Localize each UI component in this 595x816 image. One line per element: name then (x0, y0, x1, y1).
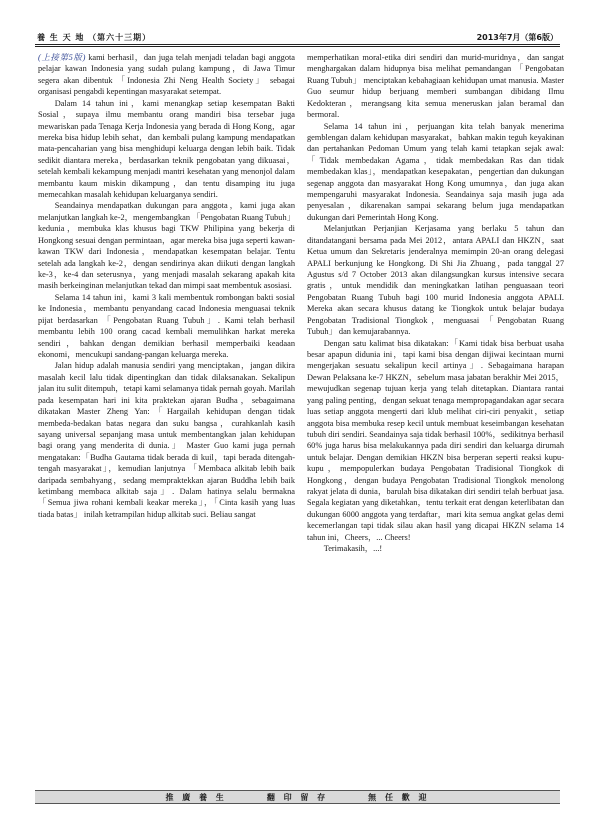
header-divider-thin (35, 46, 560, 47)
left-column (38, 52, 295, 772)
footer-item-welcome: 無 任 歡 迎 (368, 792, 430, 802)
footer-banner (35, 790, 560, 804)
issue-date: 2013年7月（第6版） (476, 33, 558, 42)
left-paragraph-2: Dalam 14 tahun ini，kami menangkap setiap kesempatan Bakti Sosial，supaya ilmu membantu orang mandiri bisa tersebar juga mewariskan pada Tenaga Kerja Indonesia yang berada di Hong Kong，agar mereka bisa hidup lebih sehat，dan kembali pulang kampung mendapatkan mata-pencaharian yang bisa menghidupi keluarga dengan lebih baik. Tidak sedikit diantara mereka，berdasarkan teknik pengobatan yang dikuasai，setelah kembali kekampung menjadi mantri kesehatan yang menonjol dalam membantu kaum miskin dikampung，dan tentu disamping itu juga memecahkan masalah kehidupan keluarganya sendiri. (38, 98, 295, 200)
footer-item-reprint: 翻 印 留 存 (266, 792, 329, 802)
paragraph-text: kami berhasil，dan juga telah menjadi teladan bagi anggota pelajar kawan Indonesia yang sudah pulang kampung，di Jawa Timur segera akan dibentuk 「Indonesia Zhi Neng Health Society」 sebagai organisasi pengabdi kepentingan masyarakat setempat. (38, 53, 295, 97)
right-column (307, 52, 564, 772)
left-paragraph-4: Selama 14 tahun ini，kami 3 kali membentuk rombongan bakti sosial ke Indonesia，membantu penyandang cacad Indonesia menguasai teknik pijat berdasarkan 「Pengobatan Ruang Tubuh」. Kami telah berhasil membantu lebih 100 orang cacad kembali memulihkan harkat mereka sendiri，bahkan dengan demikian berhasil memperbaiki keadaan ekonomi，mencukupi sandang-pangan keluarga mereka. (38, 292, 295, 359)
continued-tag: (上接第5版) (38, 53, 86, 62)
right-paragraph-2: Selama 14 tahun ini，perjuangan kita telah banyak menerima gemblengan dalam kehidupan masyarakat，bahkan makin teguh keyakinan dan pertahankan Pedoman Umum yang telah kami tetapkan sejak awal:「Tidak membedakan Agama，tidak membedakan Ras dan tidak membedakan klas」，mendapatkan kesepakatan，pengertian dan dukungan segenap anggota dan masyarakat Hong Kong umumnya，dan juga akan mempengaruhi masyarakat Indonesia. Seandainya saja masih juga ada penyesalan，dikarenakan sampai sekarang belum juga mendapatkan dukungan dari Pemerintah Hong Kong. (307, 121, 564, 222)
left-paragraph-5: Jalan hidup adalah manusia sendiri yang menciptakan，jangan dikira masalah kecil lalu tidak dipentingkan dan tidak dilaksanakan. Sekalipun jalan itu sulit ditempuh，tetapi kami selamanya tidak pernah goyah. Marilah pada kesempatan hari ini kita praktekan ajaran Budha，sebagaimana dikatakan Master Zheng Yan:「Hargailah kehidupan dengan tidak membeda-bedakan batas negara dan suku bangsa，curahkanlah kasih sayang universal sepanjang masa untuk membentangkan jalan kehidupan bagi orang yang menderita di dunia.」 Master Guo kami juga pernah mengatakan:「Budha Gautama tidak berada di kuil，tapi berada ditengah-tengah masyarakat」，kemudian lanjutnya 「Membaca alkitab lebih baik daripada sembahyang，sedang mempraktekkan ajaran Buddha lebih baik ketimbang membaca alkitab saja」. Dalam hatinya selalu bermakna 「Semua jiwa rohani kembali keakar mereka」，「Cinta kasih yang luas tiada batas」 inilah ketrampilan hidup alkitab suci. Beliau sangat (38, 361, 295, 519)
header-divider (35, 44, 560, 45)
right-paragraph-5: Terimakasih，...! (323, 544, 383, 554)
newsletter-title: 養 生 天 地 （第六十三期） (37, 33, 152, 42)
footer-item-promote: 推 廣 養 生 (165, 792, 227, 802)
right-paragraph-3: Melanjutkan Perjanjian Kerjasama yang berlaku 5 tahun dan ditandatangani bersama pada Mei 2012，antara APALI dan HKZN，saat Ketua umum dan Sekretaris jenderalnya memimpin 20-an orang delegasi APALI berkunjung ke Hongkong. Di Shi Jia Zhuang，pada tanggal 27 Agustus s/d 7 October 2013 akan dilangsungkan kursus intensive secara gratis，untuk mendidik dan meningkatkan latihan penguasaan teori Pengobatan Ruang Tubuh bagi 100 murid Indonesia anggota APALI. Mereka akan secara khusus datang ke Tiongkok untuk belajar budaya Pengobatan Tradisional Tiongkok，menguasai 「Pengobatan Ruang Tubuh」 dan kemujarabannya. (307, 224, 564, 337)
right-paragraph-4: Dengan satu kalimat bisa dikatakan:「Kami tidak bisa berbuat usaha besar apapun didunia ini，tapi kami bisa dengan dijiwai kecintaan murni mengerjakan sesuatu sekalipun kecil artinya」. Sebagaimana harapan Dewan Pelaksana ke-7 HKZN，sebelum masa jabatan berakhir Mei 2015，mewujudkan segenap tujuan kerja yang telah ditetapkan. Diantara rantai yang paling penting，dengan sekuat tenaga mempropagandakan agar secara luas setiap anggota mengerti dari klub melihat ciri-ciri penyakit，setiap anggota bisa membuka resep kecil untuk membuat keseimbangan kesehatan tubuh diri sendiri. Seandainya saja tidak berhasil 100%，sedikitnya berhasil 60% juga harus bisa melakukannya pada diri sendiri dan keluarga dirumah untuk belajar. Dengan demikian HKZN bisa berperan seperti reaksi kupu-kupu，mempopulerkan budaya Pengobatan Tradisional Tiongkok di Hongkong，dengan budaya Pengobatan Tradisional Tiongkok menolong rakyat jelata di dunia，barulah bisa dikatakan diri sendiri telah berbuat jasa. Segala kegiatan yang diketahkan，tentu terkait erat dengan keterlibatan dan dukungan 6000 anggota yang terdaftar，mari kita semua angkat gelas demi kecemerlangan tapi tidak silau akan hasil yang dicapai HKZN selama 14 tahun ini，Cheers，... Cheers! (307, 338, 564, 542)
left-paragraph-1 (38, 52, 295, 98)
right-paragraph-1: memperhatikan moral-etika diri sendiri dan murid-muridnya，dan sangat menghargakan dalam hidupnya bisa melihat pemandangan 「Pengobatan Ruang Tubuh」 menciptakan kebahagiaan kehidupan umat manusia. Master Guo seumur hidup berjuang memberi sumbangan dibidang Ilmu Kedokteran，merangsang kita semua meneruskan jalan beramal dan bermoral. (307, 53, 564, 120)
left-paragraph-3: Seandainya mendapatkan dukungan para anggota，kami juga akan melanjutkan langkah ke-2，mengembangkan 「Pengobatan Ruang Tubuh」 kedunia，membuka klas khusus bagi TKW Philipina yang bekerja di Hongkong sesuai dengan permintaan，agar mereka bisa juga seperti kawan-kawan TKW dari Indonesia，mendapatkan kesempatan belajar. Tentu setelah ada langkah ke-2，dengan sendirinya akan diikuti dengan langkah ke-3，ke-4 dan seterusnya，yang menjadi masalah sekarang apakah kita masih berkeinginan melanjutkan tekad dan mimpi saat membentuk asosiasi. (38, 201, 295, 291)
